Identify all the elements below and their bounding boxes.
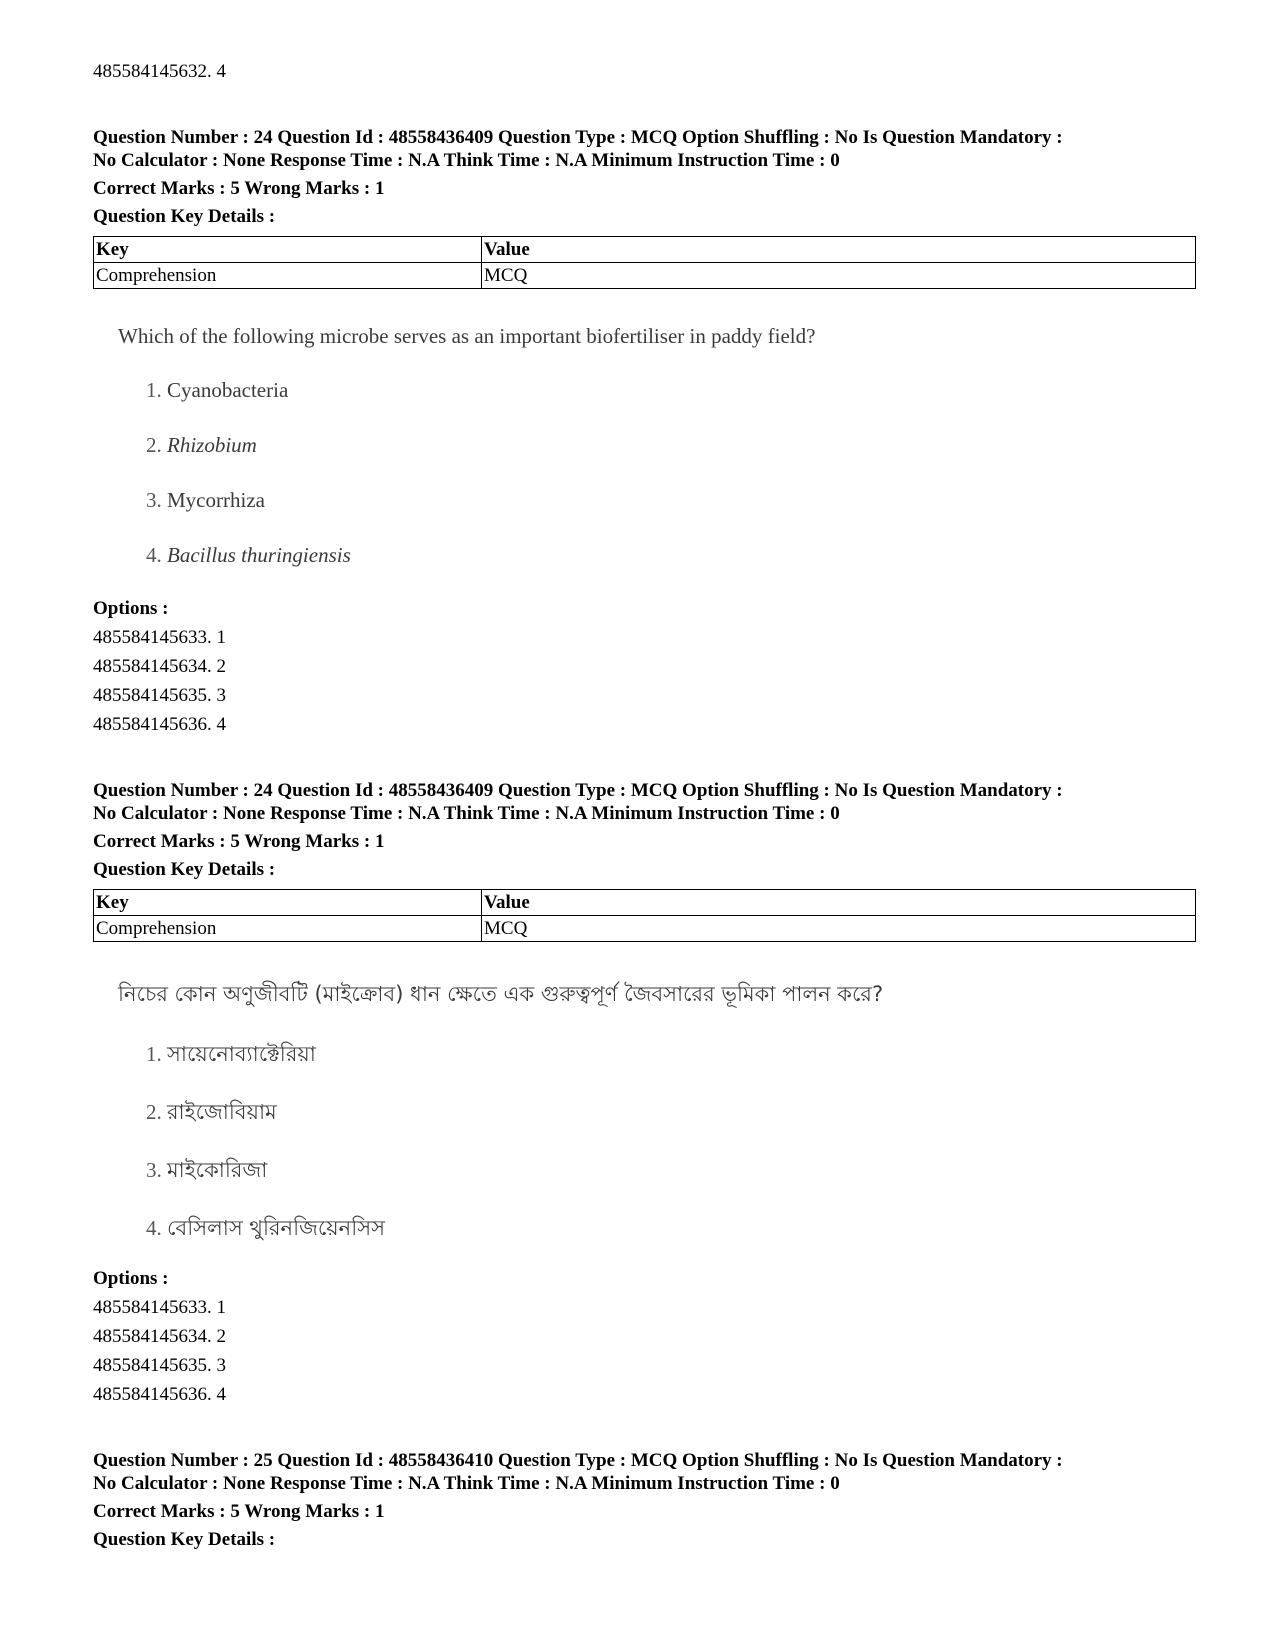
value-cell: MCQ [482,263,1196,289]
choice-text: Rhizobium [167,433,257,457]
choice-number: 4. [146,1216,162,1240]
question-block-25 [93,1449,1063,1551]
key-cell: Comprehension [94,263,482,289]
value-header: Value [482,890,1196,916]
question-header-line2: No Calculator : None Response Time : N.A Think Time : N.A Minimum Instruction Time : 0 [93,1473,840,1494]
option-line: 485584145633. 1 [93,1297,226,1318]
question-header-line1: Question Number : 24 Question Id : 48558436409 Question Type : MCQ Option Shuffling : No Is Question Mandatory : [93,127,1063,148]
choice-item [146,433,257,457]
options-label: Options : [93,1268,169,1289]
option-line: 485584145636. 4 [93,714,226,735]
options-section [93,598,226,743]
option-line: 485584145634. 2 [93,656,226,677]
choice-text: বেসিলাস থুরিনজিয়েনসিস [167,1216,385,1240]
marks-line: Correct Marks : 5 Wrong Marks : 1 [93,1501,385,1522]
options-label: Options : [93,598,169,619]
marks-line: Correct Marks : 5 Wrong Marks : 1 [93,831,385,852]
option-line: 485584145632. 4 [93,61,226,82]
options-section [93,1268,226,1413]
choice-item [146,1042,316,1066]
option-line: 485584145633. 1 [93,627,226,648]
question-text: Which of the following microbe serves as an important biofertiliser in paddy field? [118,324,816,348]
choice-item [146,1100,277,1124]
question-block-24-en [93,126,1063,228]
question-header-line2: No Calculator : None Response Time : N.A Think Time : N.A Minimum Instruction Time : 0 [93,150,840,171]
choice-item [146,543,351,567]
key-details-table [93,889,1196,942]
option-line: 485584145634. 2 [93,1326,226,1347]
option-line: 485584145636. 4 [93,1384,226,1405]
choice-number: 3. [146,1158,162,1182]
question-block-24-bn [93,779,1063,881]
question-header-line1: Question Number : 24 Question Id : 48558436409 Question Type : MCQ Option Shuffling : No Is Question Mandatory : [93,780,1063,801]
option-line: 485584145635. 3 [93,685,226,706]
key-cell: Comprehension [94,916,482,942]
choice-item [146,1158,267,1182]
question-header-line1: Question Number : 25 Question Id : 48558436410 Question Type : MCQ Option Shuffling : No Is Question Mandatory : [93,1450,1063,1471]
choice-item [146,1216,385,1240]
question-text: নিচের কোন অণুজীবটি (মাইক্রোব) ধান ক্ষেতে এক গুরুত্বপূর্ণ জৈবসারের ভূমিকা পালন করে? [118,982,884,1006]
choice-text: সায়েনোব্যাক্টেরিয়া [167,1042,316,1066]
key-header: Key [94,890,482,916]
choice-number: 2. [146,433,162,457]
choice-item [146,378,288,402]
choice-item [146,488,265,512]
choice-text: মাইকোরিজা [167,1158,268,1182]
choice-text: রাইজোবিয়াম [167,1100,277,1124]
value-cell: MCQ [482,916,1196,942]
choice-number: 1. [146,1042,162,1066]
choice-number: 2. [146,1100,162,1124]
key-header: Key [94,237,482,263]
key-details-label: Question Key Details : [93,859,276,880]
choice-number: 3. [146,488,162,512]
choice-number: 1. [146,378,162,402]
marks-line: Correct Marks : 5 Wrong Marks : 1 [93,178,385,199]
choice-number: 4. [146,543,162,567]
choice-text: Mycorrhiza [167,488,265,512]
option-line: 485584145635. 3 [93,1355,226,1376]
choice-text: Cyanobacteria [167,378,289,402]
choice-text: Bacillus thuringiensis [167,543,351,567]
value-header: Value [482,237,1196,263]
key-details-table [93,236,1196,289]
key-details-label: Question Key Details : [93,206,276,227]
key-details-label: Question Key Details : [93,1529,276,1550]
question-header-line2: No Calculator : None Response Time : N.A Think Time : N.A Minimum Instruction Time : 0 [93,803,840,824]
